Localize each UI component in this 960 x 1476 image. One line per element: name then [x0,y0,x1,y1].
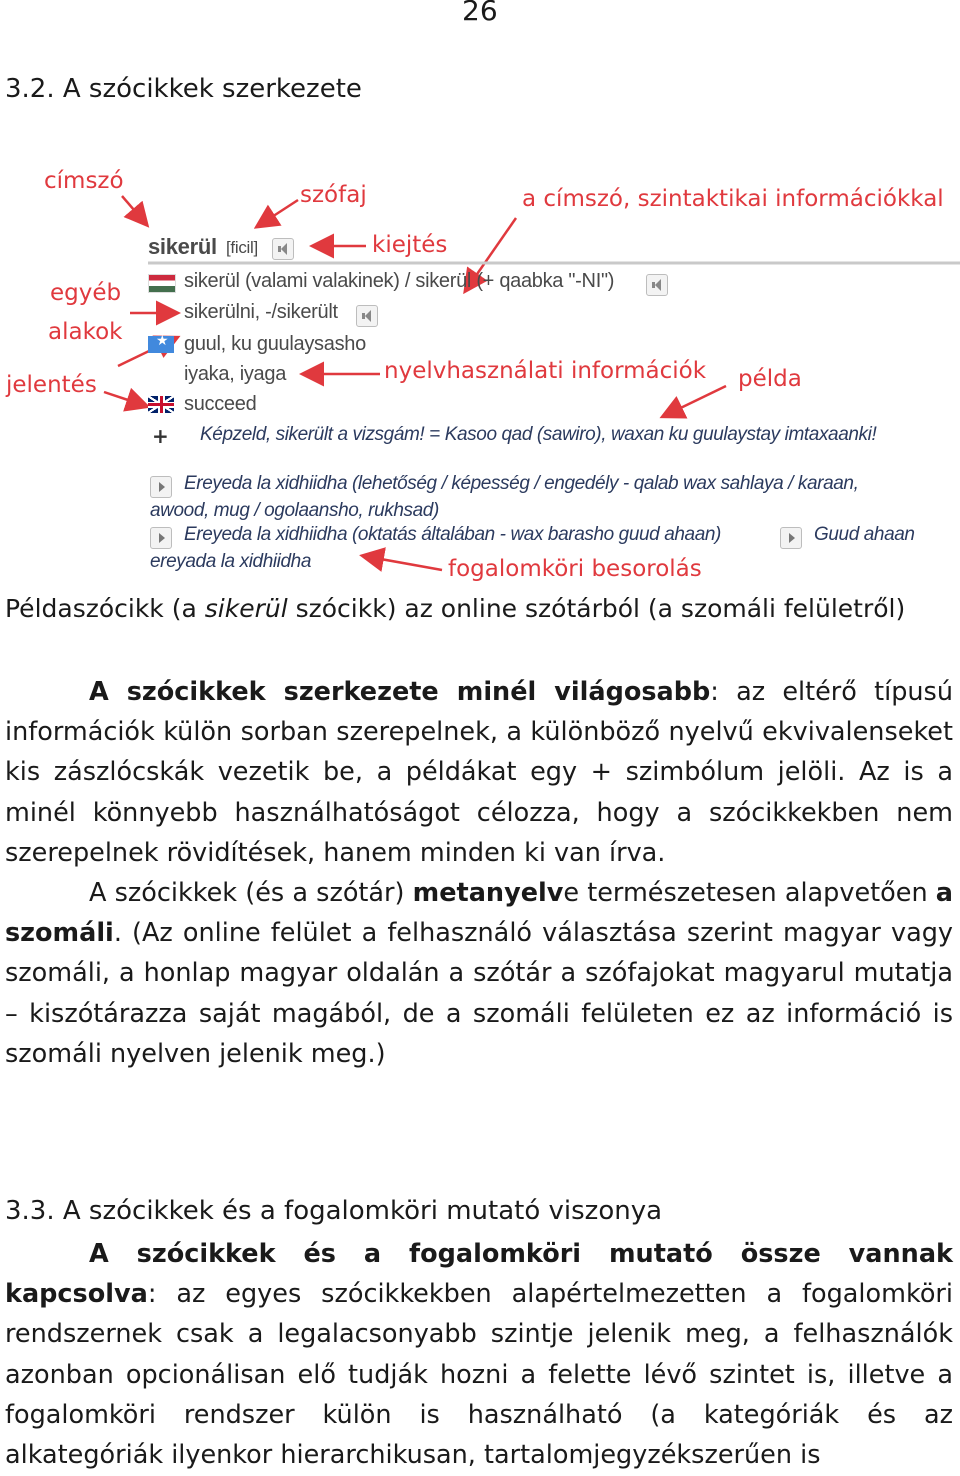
bold-lead: A szócikkek szerkezete minél világosabb [89,677,711,707]
bold-lead: A szócikkek és a fogalomköri mutató össze vannak kapcsolva [5,1239,953,1310]
section-heading-3-2: 3.2. A szócikkek szerkezete [5,74,362,104]
paragraph-structure: A szócikkek szerkezete minél világosabb: az eltérő típusú információk külön sorban szerepelnek, a különböző nyelvű ekvivalenseket kis zászlócskák vezetik be, a példákat egy + szimbólum jelöli. Az is a minél könnyebb használhatóságot célozza, hogy a szócikkekben nem szerepelnek rövidítések, hanem minden ki van írva. [5,677,954,868]
entry-headword: sikerül [148,234,217,259]
arrow-cimszo [122,196,146,224]
expand-arrow-icon[interactable] [150,527,172,549]
speaker-icon[interactable] [356,305,378,327]
label-cimszo-szintaktikai: a címszó, szintaktikai információkkal [522,186,944,212]
arrow-fogalomkori [364,556,442,570]
speaker-icon[interactable] [646,274,668,296]
arrow-jelentes-2 [104,392,146,406]
page-number: 26 [462,0,498,27]
expand-arrow-icon[interactable] [780,527,802,549]
sense1-line2: awood, mug / ogolaansho, rukhsad) [150,500,439,521]
paragraph-semantic-index: A szócikkek és a fogalomköri mutató össze vannak kapcsolva: az egyes szócikkekben alapértelmezetten a fogalomköri rendszernek csak a legalacsonyabb szintje jelenik meg, a felhasználók azonban opcionálisan elő tudják hozni a felette lévő szintet is, illetve a fogalomköri rendszer külön is használható (a kategóriák és az alkategóriák ilyenkor hierarchikusan, tartalomjegyzékszerűen is [5,1239,953,1471]
arrow-pelda [664,386,726,416]
label-cimszo: címszó [44,168,124,194]
uk-flag-icon [148,396,174,413]
label-jelentes: jelentés [6,372,97,398]
label-fogalomkori: fogalomköri besorolás [448,556,702,582]
sense2-line1a: Ereyeda la xidhiidha (oktatás általában - wax barasho guud ahaan) [184,524,721,545]
dictionary-entry-figure [0,160,960,590]
label-egyeb: egyéb [50,280,122,306]
label-kiejtes: kiejtés [372,232,448,258]
sense2-line1b: Guud ahaan [814,524,915,545]
entry-so-line-2: iyaka, iyaga [184,363,287,385]
entry-other-forms: sikerülni, -/sikerült [184,301,338,323]
label-alakok: alakok [48,319,123,345]
label-pelda: példa [738,366,802,392]
label-nyelvhasznalati: nyelvhasználati információk [384,358,707,384]
example-plus-icon: + [152,424,169,448]
entry-pronunciation: [ficil] [226,238,258,257]
paragraph-metalanguage: A szócikkek (és a szótár) metanyelve természetesen alapvetően a szomáli. (Az online felület a felhasználó választása szerint magyar vagy szomáli, a honlap magyar oldalán a szótár a szófajokat magyarul mutatja – kiszótárazza saját magából, de a szomáli felületen ez az információ is szomáli nyelven jelenik meg.) [5,878,953,1069]
entry-example: Képzeld, sikerült a vizsgám! = Kasoo qad (sawiro), waxan ku guulaystay imtaxaanki! [200,424,877,445]
expand-arrow-icon[interactable] [150,476,172,498]
entry-en-line: succeed [184,393,257,415]
arrow-szofaj [258,200,298,226]
entry-hu-line: sikerül (valami valakinek) / sikerül (+ qaabka "-NI") [184,270,615,292]
sense2-line2: ereyada la xidhiidha [150,551,312,572]
figure-caption: Példaszócikk (a sikerül szócikk) az online szótárból (a szomáli felületről) [5,594,906,623]
entry-so-line-1: guul, ku guulaysasho [184,333,366,355]
label-szofaj: szófaj [300,182,367,208]
somali-flag-icon [148,336,174,353]
sense1-line1: Ereyeda la xidhiidha (lehetőség / képesség / engedély - qalab wax sahlaya / karaan, [184,473,859,494]
speaker-icon[interactable] [272,238,294,260]
section-heading-3-3: 3.3. A szócikkek és a fogalomköri mutató viszonya [5,1196,663,1226]
hungarian-flag-icon [148,274,176,293]
